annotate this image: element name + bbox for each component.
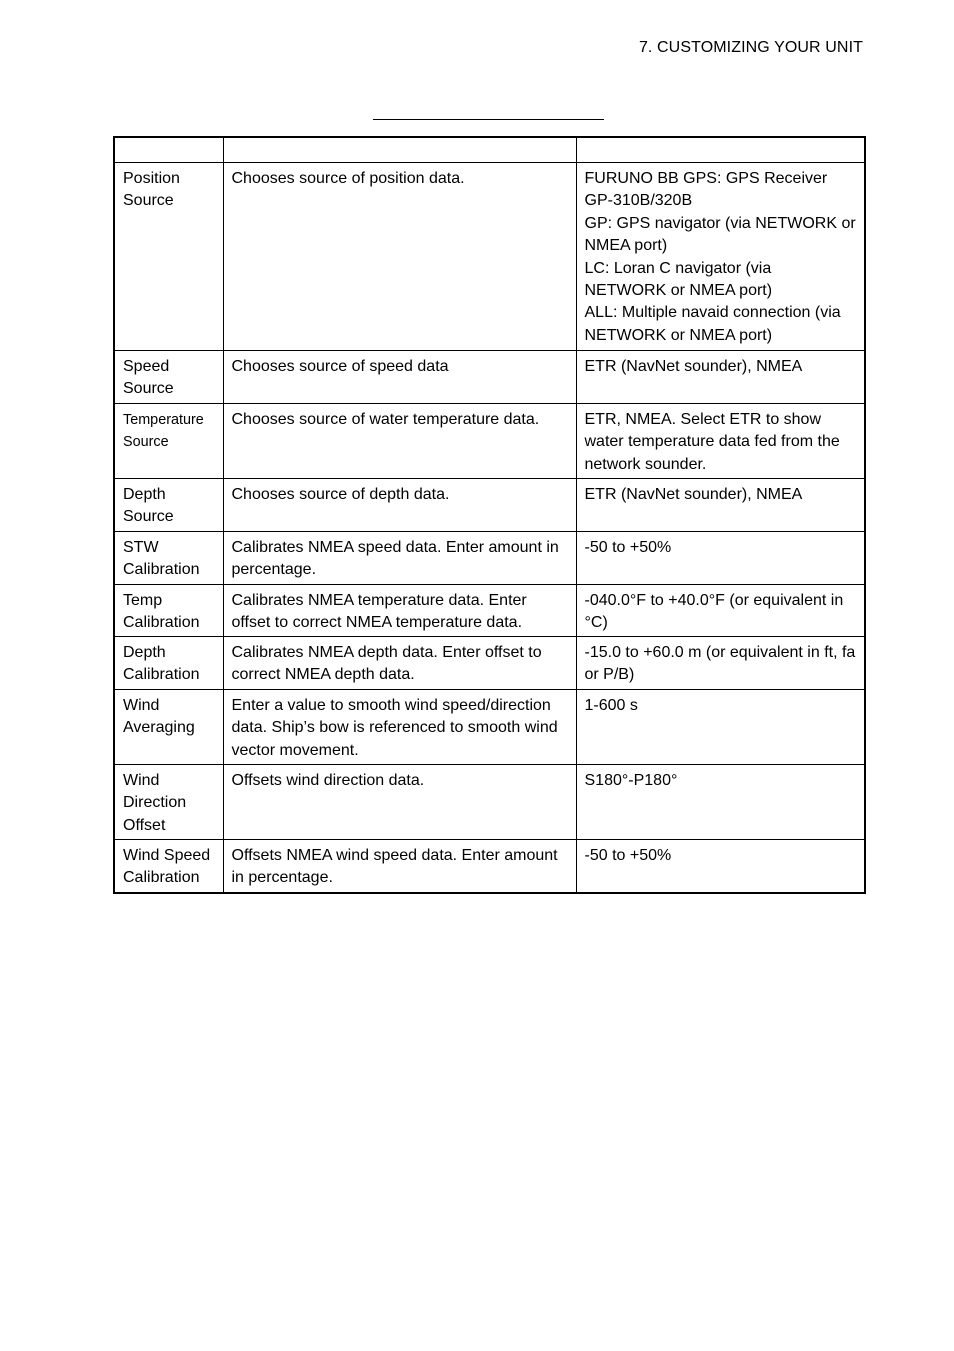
setting-options: ETR (NavNet sounder), NMEA <box>576 479 865 532</box>
setting-options: S180°-P180° <box>576 765 865 840</box>
setting-options: -15.0 to +60.0 m (or equivalent in ft, fa or P/B) <box>576 637 865 690</box>
setting-options: ETR, NMEA. Select ETR to show water temperature data fed from the network sounder. <box>576 404 865 479</box>
setting-name: Depth Calibration <box>114 637 223 690</box>
setting-options: -040.0°F to +40.0°F (or equivalent in °C) <box>576 585 865 637</box>
settings-table <box>113 136 866 894</box>
setting-options: ETR (NavNet sounder), NMEA <box>576 351 865 404</box>
setting-name: Depth Source <box>114 479 223 532</box>
table-row <box>114 690 865 765</box>
setting-name: Wind Averaging <box>114 690 223 765</box>
title-underline <box>373 119 604 120</box>
setting-options: -50 to +50% <box>576 840 865 893</box>
setting-description: Chooses source of speed data <box>223 351 576 404</box>
column-header-description <box>223 137 576 163</box>
setting-name: Wind Speed Calibration <box>114 840 223 893</box>
setting-description: Calibrates NMEA speed data. Enter amount in percentage. <box>223 532 576 585</box>
table-row <box>114 351 865 404</box>
setting-name: Wind Direction Offset <box>114 765 223 840</box>
setting-name: Position Source <box>114 163 223 351</box>
setting-options: -50 to +50% <box>576 532 865 585</box>
table-row <box>114 163 865 351</box>
table-row <box>114 404 865 479</box>
column-header-name <box>114 137 223 163</box>
setting-description: Chooses source of depth data. <box>223 479 576 532</box>
table-row <box>114 765 865 840</box>
setting-options: 1-600 s <box>576 690 865 765</box>
chapter-header: 7. CUSTOMIZING YOUR UNIT <box>638 39 863 56</box>
setting-name: STW Calibration <box>114 532 223 585</box>
setting-description: Calibrates NMEA depth data. Enter offset to correct NMEA depth data. <box>223 637 576 690</box>
setting-description: Chooses source of position data. <box>223 163 576 351</box>
table-header-row <box>114 137 865 163</box>
table-row <box>114 840 865 893</box>
table-row <box>114 637 865 690</box>
table-row <box>114 532 865 585</box>
setting-description: Offsets wind direction data. <box>223 765 576 840</box>
column-header-options <box>576 137 865 163</box>
setting-name: Temperature Source <box>114 404 223 479</box>
setting-description: Enter a value to smooth wind speed/direction data. Ship’s bow is referenced to smooth wind vector movement. <box>223 690 576 765</box>
table-row <box>114 585 865 637</box>
setting-description: Chooses source of water temperature data. <box>223 404 576 479</box>
setting-options: FURUNO BB GPS: GPS Receiver GP-310B/320B GP: GPS navigator (via NETWORK or NMEA port) LC: Loran C navigator (via NETWORK or NMEA port) ALL: Multiple navaid connection (via NETWORK or NMEA port) <box>576 163 865 351</box>
setting-name: Speed Source <box>114 351 223 404</box>
setting-description: Calibrates NMEA temperature data. Enter offset to correct NMEA temperature data. <box>223 585 576 637</box>
setting-description: Offsets NMEA wind speed data. Enter amount in percentage. <box>223 840 576 893</box>
setting-name: Temp Calibration <box>114 585 223 637</box>
table-row <box>114 479 865 532</box>
